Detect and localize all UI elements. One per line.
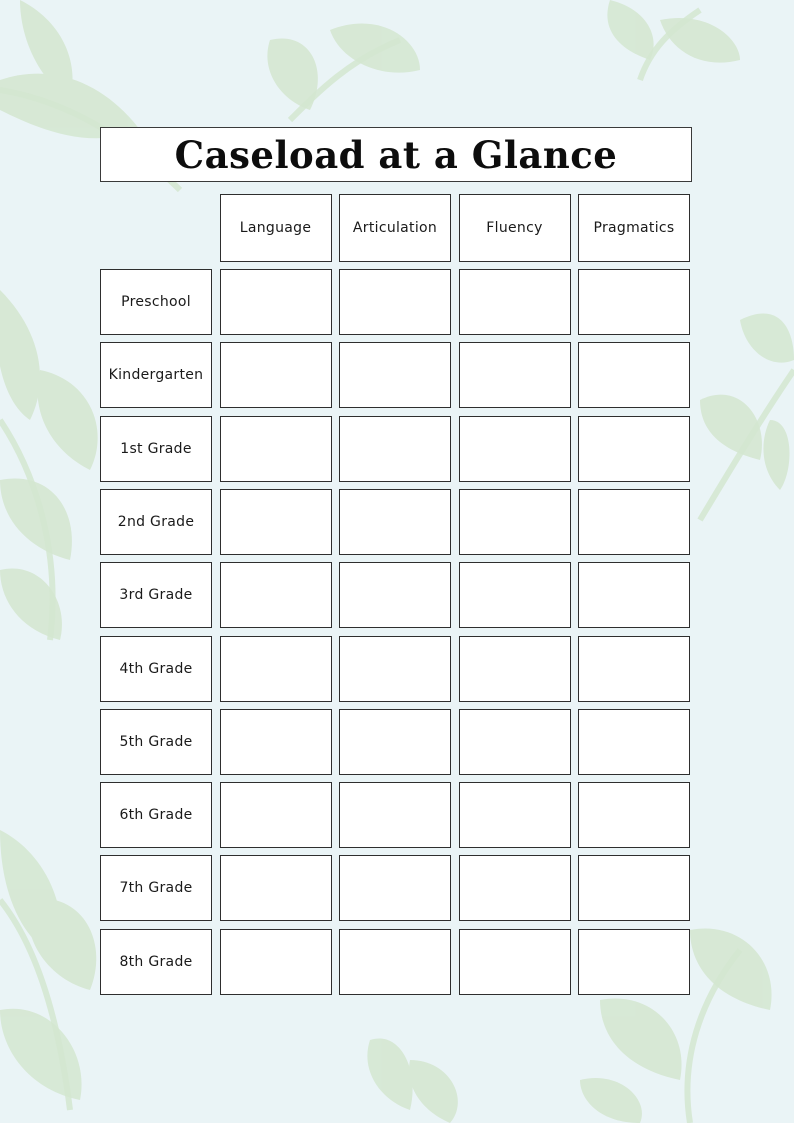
entry-cell[interactable]	[339, 269, 451, 335]
entry-cell[interactable]	[220, 269, 332, 335]
entry-cell[interactable]	[339, 416, 451, 482]
entry-cell[interactable]	[578, 489, 690, 555]
row-label: 3rd Grade	[100, 562, 212, 628]
entry-cell[interactable]	[339, 489, 451, 555]
entry-cell[interactable]	[220, 489, 332, 555]
entry-cell[interactable]	[220, 416, 332, 482]
row-label: 2nd Grade	[100, 489, 212, 555]
row-label: 1st Grade	[100, 416, 212, 482]
entry-cell[interactable]	[459, 269, 571, 335]
entry-cell[interactable]	[578, 416, 690, 482]
entry-cell[interactable]	[578, 562, 690, 628]
entry-cell[interactable]	[578, 342, 690, 408]
entry-cell[interactable]	[220, 562, 332, 628]
entry-cell[interactable]	[459, 489, 571, 555]
entry-cell[interactable]	[339, 709, 451, 775]
entry-cell[interactable]	[459, 342, 571, 408]
entry-cell[interactable]	[459, 636, 571, 702]
entry-cell[interactable]	[578, 782, 690, 848]
row-label: 4th Grade	[100, 636, 212, 702]
row-label: 8th Grade	[100, 929, 212, 995]
entry-cell[interactable]	[339, 782, 451, 848]
column-header: Articulation	[339, 194, 451, 262]
page-title: Caseload at a Glance	[174, 132, 618, 177]
entry-cell[interactable]	[578, 855, 690, 921]
entry-cell[interactable]	[220, 342, 332, 408]
entry-cell[interactable]	[578, 929, 690, 995]
entry-cell[interactable]	[339, 636, 451, 702]
entry-cell[interactable]	[459, 855, 571, 921]
entry-cell[interactable]	[459, 782, 571, 848]
row-label: 6th Grade	[100, 782, 212, 848]
entry-cell[interactable]	[220, 636, 332, 702]
row-label: 5th Grade	[100, 709, 212, 775]
entry-cell[interactable]	[339, 855, 451, 921]
entry-cell[interactable]	[339, 562, 451, 628]
entry-cell[interactable]	[220, 929, 332, 995]
entry-cell[interactable]	[578, 269, 690, 335]
row-label: 7th Grade	[100, 855, 212, 921]
entry-cell[interactable]	[339, 929, 451, 995]
title-banner	[100, 127, 692, 182]
column-header: Fluency	[459, 194, 571, 262]
entry-cell[interactable]	[578, 636, 690, 702]
entry-cell[interactable]	[578, 709, 690, 775]
entry-cell[interactable]	[220, 855, 332, 921]
row-label: Kindergarten	[100, 342, 212, 408]
entry-cell[interactable]	[339, 342, 451, 408]
entry-cell[interactable]	[220, 782, 332, 848]
column-header: Language	[220, 194, 332, 262]
row-label: Preschool	[100, 269, 212, 335]
entry-cell[interactable]	[220, 709, 332, 775]
entry-cell[interactable]	[459, 929, 571, 995]
entry-cell[interactable]	[459, 709, 571, 775]
entry-cell[interactable]	[459, 416, 571, 482]
column-header: Pragmatics	[578, 194, 690, 262]
entry-cell[interactable]	[459, 562, 571, 628]
